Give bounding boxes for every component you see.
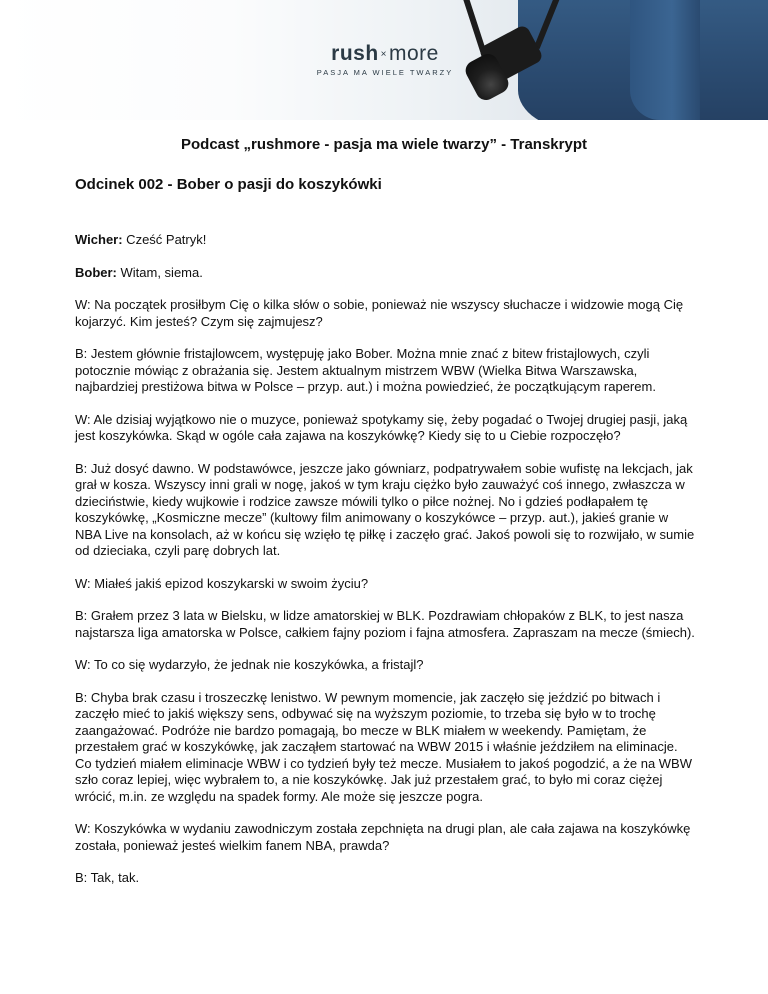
utterance: Cześć Patryk! (122, 232, 207, 247)
transcript-paragraph (75, 232, 695, 249)
transcript-paragraph (75, 265, 695, 282)
transcript (75, 232, 695, 903)
utterance: Witam, siema. (116, 264, 203, 280)
brand-logo (300, 42, 470, 77)
transcript-paragraph (75, 821, 695, 854)
transcript-paragraph (75, 576, 695, 593)
header-banner (0, 0, 768, 120)
speaker-name: Wicher: (75, 232, 123, 247)
utterance: B: Tak, tak. (75, 870, 140, 885)
utterance: W: To co się wydarzyło, że jednak nie koszykówka, a fristajl? (75, 657, 424, 672)
utterance: B: Już dosyć dawno. W podstawówce, jeszcze jako gówniarz, podpatrywałem sobie wufistę na lekcjach, jak grał w kosza. Wszyscy inni grali w nogę, jakoś w tym kraju ciężko było zauważyć coś innego, zwłaszcza w dzieciństwie, kiedy wujkowie i rodzice zawsze mówili tylko o piłce nożnej. No i gdzieś podłapałem tę koszykówkę, „Kosmiczne mecze” (kultowy film animowany o koszykówce – przyp. aut.), jakieś granie w NBA Live na konsolach, aż w końcu się wzięło tę piłkę i zaczęło grać. Jakoś powoli się to rozwijało, w sumie od dzieciaka, czyli parę dobrych lat. (75, 460, 695, 558)
utterance: W: Ale dzisiaj wyjątkowo nie o muzyce, ponieważ spotykamy się, żeby pogadać o Twojej drugiej pasji, jaką jest koszykówka. Skąd w ogóle cała zajawa na koszykówkę? Kiedy się to u Ciebie rozpoczęło? (75, 411, 688, 443)
transcript-paragraph (75, 297, 695, 330)
brand-tagline: PASJA MA WIELE TWARZY (316, 68, 454, 77)
utterance: B: Chyba brak czasu i troszeczkę lenistwo. W pewnym momencie, jak zaczęło się jeździć po bitwach i zaczęło mieć to jakiś większy sens, odbywać się na wyższym poziomie, to trzeba się było w to trochę zaangażować. Podróże nie bardzo pomagają, bo mecze w BLK miałem w weekendy. Pamiętam, że przestałem grać w koszykówkę, jak zacząłem startować na WBW 2015 i właśnie jeździłem na eliminacje. Co tydzień miałem eliminacje WBW i co tydzień były też mecze. Musiałem to jakoś pogodzić, a że na WBW szło coraz lepiej, więc wybrałem to, a nie koszykówkę. Jak już przestałem grać, to było mi coraz ciężej wrócić, m.in. ze względu na spadek formy. Ale może się jeszcze pogra. (75, 689, 692, 804)
transcript-paragraph (75, 461, 695, 560)
utterance: W: Koszykówka w wydaniu zawodniczym została zepchnięta na drugi plan, ale cała zajawa na koszykówkę została, ponieważ jesteś wielkim fanem NBA, prawda? (75, 821, 691, 853)
utterance: B: Grałem przez 3 lata w Bielsku, w lidze amatorskiej w BLK. Pozdrawiam chłopaków z BLK, to jest nasza najstarsza liga amatorska w Polsce, całkiem fajny poziom i fajna atmosfera. Zapraszam na mecze (śmiech). (75, 608, 695, 640)
jeans-leg-photo (630, 0, 700, 120)
transcript-paragraph (75, 690, 695, 806)
transcript-paragraph (75, 870, 695, 887)
transcript-paragraph (75, 657, 695, 674)
brand-name (300, 42, 470, 66)
transcript-paragraph (75, 608, 695, 641)
episode-title: Odcinek 002 - Bober o pasji do koszykówki (75, 176, 382, 193)
transcript-paragraph (75, 346, 695, 396)
utterance: W: Miałeś jakiś epizod koszykarski w swoim życiu? (75, 575, 369, 591)
brand-separator: × (380, 48, 387, 60)
document-title: Podcast „rushmore - pasja ma wiele twarzy” - Transkrypt (181, 136, 587, 153)
speaker-name: Bober: (75, 264, 117, 280)
brand-name-rush: rush (331, 42, 379, 65)
transcript-paragraph (75, 412, 695, 445)
utterance: B: Jestem głównie fristajlowcem, występuję jako Bober. Można mnie znać z bitew fristajlowych, czyli potocznie mówiąc z obrażania się. Jestem aktualnym mistrzem WBW (Wielka Bitwa Warszawska, najbardziej prestiżowa bitwa w Polsce – przyp. aut.) i można powiedzieć, że początkującym raperem. (75, 346, 656, 394)
brand-name-more: more (389, 42, 439, 65)
utterance: W: Na początek prosiłbym Cię o kilka słów o sobie, ponieważ nie wszyscy słuchacze i widzowie mogą Cię kojarzyć. Kim jesteś? Czym się zajmujesz? (75, 297, 684, 329)
